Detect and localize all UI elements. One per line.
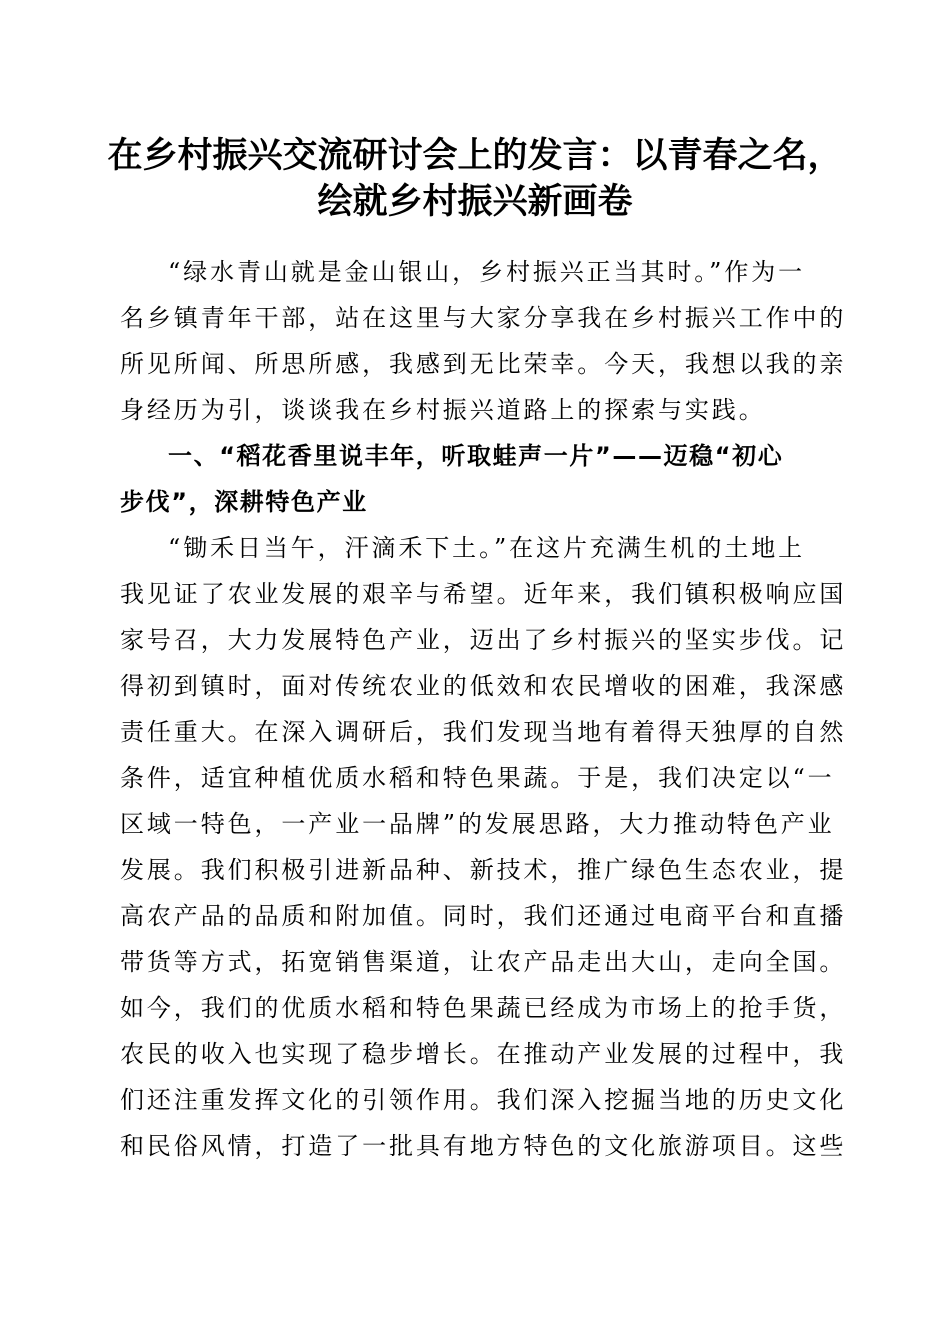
text-line: 家号召，大力发展特色产业，迈出了乡村振兴的坚实步伐。记 bbox=[120, 626, 847, 654]
text-line: 和民俗风情，打造了一批具有地方特色的文化旅游项目。这些 bbox=[120, 1132, 847, 1160]
document-body bbox=[120, 249, 847, 1169]
text-line: 带货等方式，拓宽销售渠道，让农产品走出大山，走向全国。 bbox=[120, 948, 847, 976]
text-line: 所见所闻、所思所感，我感到无比荣幸。今天，我想以我的亲 bbox=[120, 350, 847, 378]
title-line: 绘就乡村振兴新画卷 bbox=[317, 181, 633, 222]
text-line: 发展。我们积极引进新品种、新技术，推广绿色生态农业，提 bbox=[120, 856, 847, 884]
text-line: 责任重大。在深入调研后，我们发现当地有着得天独厚的自然 bbox=[120, 718, 847, 746]
text-line: 们还注重发挥文化的引领作用。我们深入挖掘当地的历史文化 bbox=[120, 1086, 847, 1114]
page-title bbox=[100, 133, 850, 225]
text-line: 我见证了农业发展的艰辛与希望。近年来，我们镇积极响应国 bbox=[120, 580, 847, 608]
section-heading-1 bbox=[120, 433, 825, 525]
text-line: 名乡镇青年干部，站在这里与大家分享我在乡村振兴工作中的 bbox=[120, 304, 847, 332]
text-line: “绿水青山就是金山银山，乡村振兴正当其时。”作为一 bbox=[168, 258, 806, 286]
text-line: 高农产品的品质和附加值。同时，我们还通过电商平台和直播 bbox=[120, 902, 847, 930]
text-line: “锄禾日当午，汗滴禾下土。”在这片充满生机的土地上 bbox=[168, 534, 806, 562]
text-line: 区域一特色，一产业一品牌”的发展思路，大力推动特色产业 bbox=[120, 810, 835, 838]
paragraph-industry bbox=[120, 525, 847, 1169]
title-line: 在乡村振兴交流研讨会上的发言：以青春之名， bbox=[107, 135, 843, 176]
paragraph-intro bbox=[120, 249, 847, 433]
text-line: 条件，适宜种植优质水稻和特色果蔬。于是，我们决定以“一 bbox=[120, 764, 835, 792]
text-line: 得初到镇时，面对传统农业的低效和农民增收的困难，我深感 bbox=[120, 672, 847, 700]
text-line: 身经历为引，谈谈我在乡村振兴道路上的探索与实践。 bbox=[120, 396, 766, 424]
text-line: 农民的收入也实现了稳步增长。在推动产业发展的过程中，我 bbox=[120, 1040, 847, 1068]
text-line: 如今，我们的优质水稻和特色果蔬已经成为市场上的抢手货， bbox=[120, 994, 847, 1022]
heading-line: 一、“稻花香里说丰年，听取蛙声一片”——迈稳“初心 bbox=[168, 442, 784, 470]
heading-line: 步伐”，深耕特色产业 bbox=[120, 488, 368, 516]
